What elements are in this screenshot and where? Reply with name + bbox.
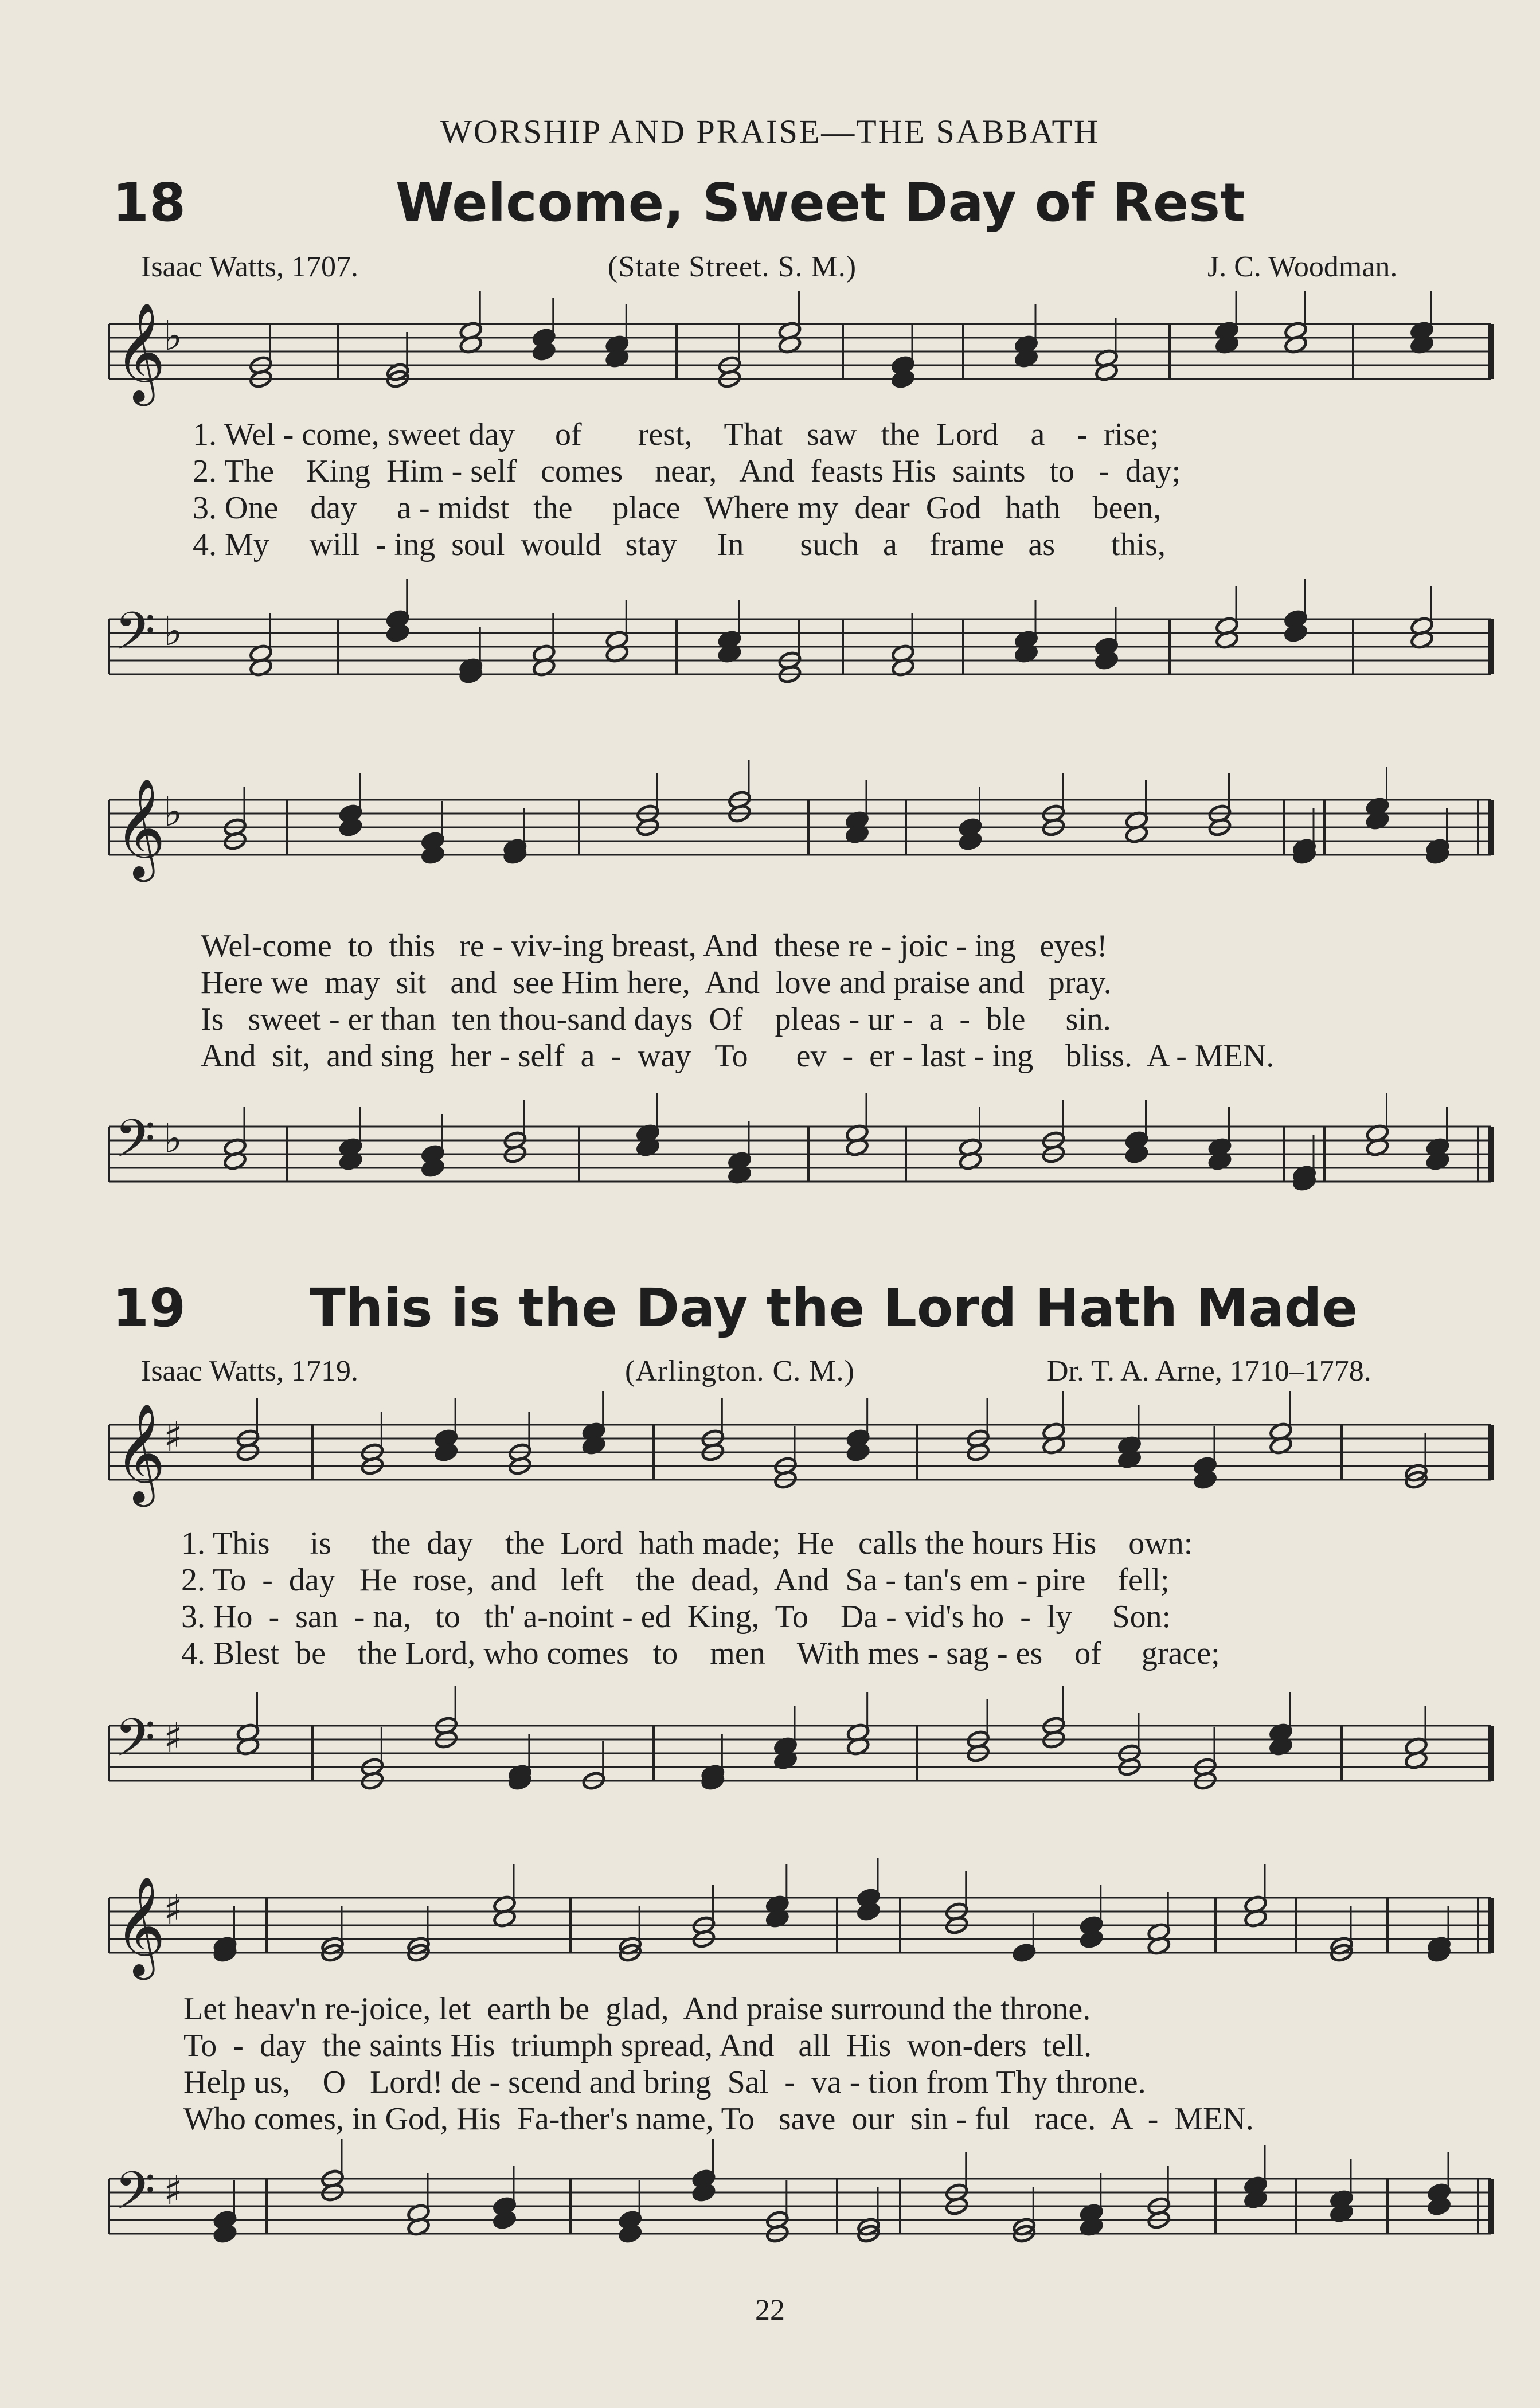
page-number: 22 [755,2294,785,2327]
hymn-author: Isaac Watts, 1707. [141,251,358,283]
verse-line: 3. Ho - san - na, to th' a-noint - ed King, To Da - vid's ho - ly Son: [181,1599,1171,1635]
music-staff-treble [0,302,1540,402]
bass-clef-icon: 𝄢 [115,2160,155,2234]
key-signature-icon: ♯ [163,1886,183,1933]
verse-line: Who comes, in God, His Fa-ther's name, To save our sin - ful race. A - MEN. [183,2101,1254,2137]
verse-line: 2. The King Him - self comes near, And feasts His saints to - day; [193,454,1181,489]
verse-line: Help us, O Lord! de - scend and bring Sal - va - tion from Thy throne. [183,2065,1146,2100]
bass-clef-icon: 𝄢 [115,1108,155,1182]
key-signature-icon: ♯ [163,2167,183,2214]
music-staff-bass [0,2160,1540,2247]
running-head: WORSHIP AND PRAISE—THE SABBATH [440,113,1100,150]
verse-line: Is sweet - er than ten thou-sand days Of pleas - ur - a - ble sin. [201,1002,1111,1037]
key-signature-icon: ♯ [163,1413,183,1460]
music-staff-treble [0,1403,1540,1503]
hymn-title: This is the Day the Lord Hath Made [310,1277,1358,1339]
music-staff-bass [0,601,1540,688]
treble-clef-icon: 𝄞 [115,302,166,402]
verse-line: 1. This is the day the Lord hath made; He calls the hours His own: [181,1526,1193,1561]
verse-line: 1. Wel - come, sweet day of rest, That saw the Lord a - rise; [193,417,1159,452]
key-signature-icon: ♭ [163,312,183,359]
key-signature-icon: ♯ [163,1714,183,1761]
treble-clef-icon: 𝄞 [115,1876,166,1976]
bass-clef-icon: 𝄢 [115,601,155,674]
hymn-author: Isaac Watts, 1719. [141,1355,358,1387]
hymn-composer: J. C. Woodman. [1207,251,1398,283]
music-staff-bass [0,1707,1540,1795]
verse-line: Let heav'n re-joice, let earth be glad, And praise surround the throne. [183,1991,1091,2027]
hymn-tune: (Arlington. C. M.) [625,1355,855,1387]
key-signature-icon: ♭ [163,788,183,835]
treble-clef-icon: 𝄞 [115,1403,166,1503]
hymn-title: Welcome, Sweet Day of Rest [396,172,1246,233]
verse-line: Wel-come to this re - viv-ing breast, And these re - joic - ing eyes! [201,928,1108,964]
key-signature-icon: ♭ [163,608,183,655]
hymn-tune: (State Street. S. M.) [608,251,857,283]
hymn-number: 18 [112,172,186,233]
bass-clef-icon: 𝄢 [115,1707,155,1781]
hymn-composer: Dr. T. A. Arne, 1710–1778. [1047,1355,1371,1387]
verse-line: 4. My will - ing soul would stay In such a frame as this, [193,527,1166,562]
hymn-number: 19 [112,1277,186,1339]
verse-line: 2. To - day He rose, and left the dead, And Sa - tan's em - pire fell; [181,1562,1170,1598]
music-staff-treble [0,778,1540,878]
music-staff-bass [0,1108,1540,1195]
verse-line: Here we may sit and see Him here, And love and praise and pray. [201,965,1112,1000]
verse-line: 3. One day a - midst the place Where my dear God hath been, [193,490,1162,526]
key-signature-icon: ♭ [163,1115,183,1162]
music-staff-treble [0,1876,1540,1976]
verse-line: 4. Blest be the Lord, who comes to men With mes - sag - es of grace; [181,1636,1220,1671]
verse-line: To - day the saints His triumph spread, And all His won-ders tell. [183,2028,1092,2063]
verse-line: And sit, and sing her - self a - way To ev - er - last - ing bliss. A - MEN. [201,1038,1275,1074]
treble-clef-icon: 𝄞 [115,778,166,878]
